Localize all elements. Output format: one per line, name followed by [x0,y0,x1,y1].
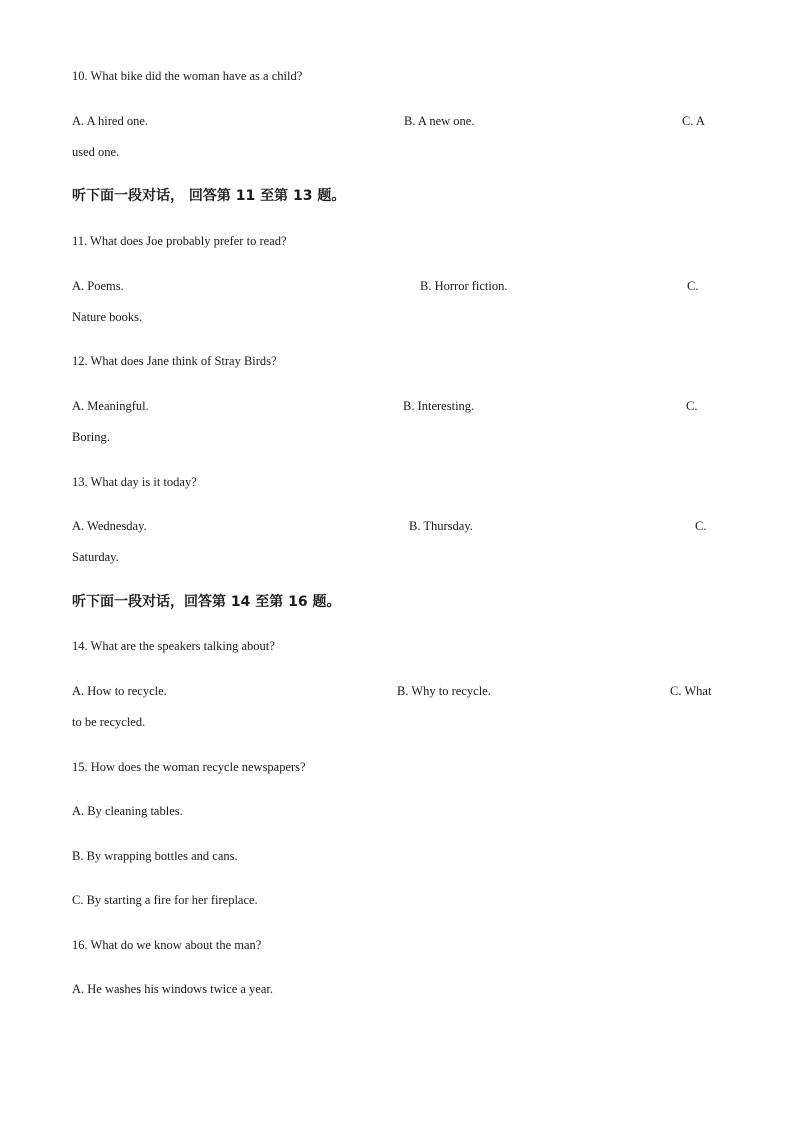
question-10-option-c-start: C. A [682,114,705,128]
section-header-14-16: 听下面一段对话，回答第 14 至第 16 题。 [72,594,341,610]
question-15-stem: 15. How does the woman recycle newspapers? [72,760,306,774]
question-12-option-c-end: Boring. [72,430,110,444]
question-15-option-b: B. By wrapping bottles and cans. [72,849,238,863]
question-11-option-c-start: C. [687,279,699,293]
question-10-option-a: A. A hired one. [72,114,149,128]
question-13-option-c-end: Saturday. [72,550,119,564]
question-11-option-b: B. Horror fiction. [420,279,508,293]
question-14-stem: 14. What are the speakers talking about? [72,639,275,653]
question-13-stem: 13. What day is it today? [72,475,197,489]
question-10-stem: 10. What bike did the woman have as a child? [72,69,303,83]
question-14-option-c-start: C. What [670,684,712,698]
question-14-option-b: B. Why to recycle. [397,684,491,698]
section-header-11-13: 听下面一段对话， 回答第 11 至第 13 题。 [72,188,346,204]
question-12-option-c-start: C. [686,399,698,413]
question-12-option-b: B. Interesting. [403,399,475,413]
question-10-option-c-end: used one. [72,145,120,159]
question-10-option-b: B. A new one. [404,114,475,128]
question-11-option-c-end: Nature books. [72,310,143,324]
question-12-option-a: A. Meaningful. [72,399,149,413]
question-13-option-b: B. Thursday. [409,519,473,533]
question-11-option-a: A. Poems. [72,279,124,293]
question-12-stem: 12. What does Jane think of Stray Birds? [72,354,277,368]
question-14-option-a: A. How to recycle. [72,684,167,698]
question-16-option-a: A. He washes his windows twice a year. [72,982,273,996]
question-16-stem: 16. What do we know about the man? [72,938,262,952]
question-14-option-c-end: to be recycled. [72,715,146,729]
question-15-option-c: C. By starting a fire for her fireplace. [72,893,258,907]
question-13-option-c-start: C. [695,519,707,533]
question-15-option-a: A. By cleaning tables. [72,804,183,818]
question-13-option-a: A. Wednesday. [72,519,147,533]
question-11-stem: 11. What does Joe probably prefer to read? [72,234,287,248]
